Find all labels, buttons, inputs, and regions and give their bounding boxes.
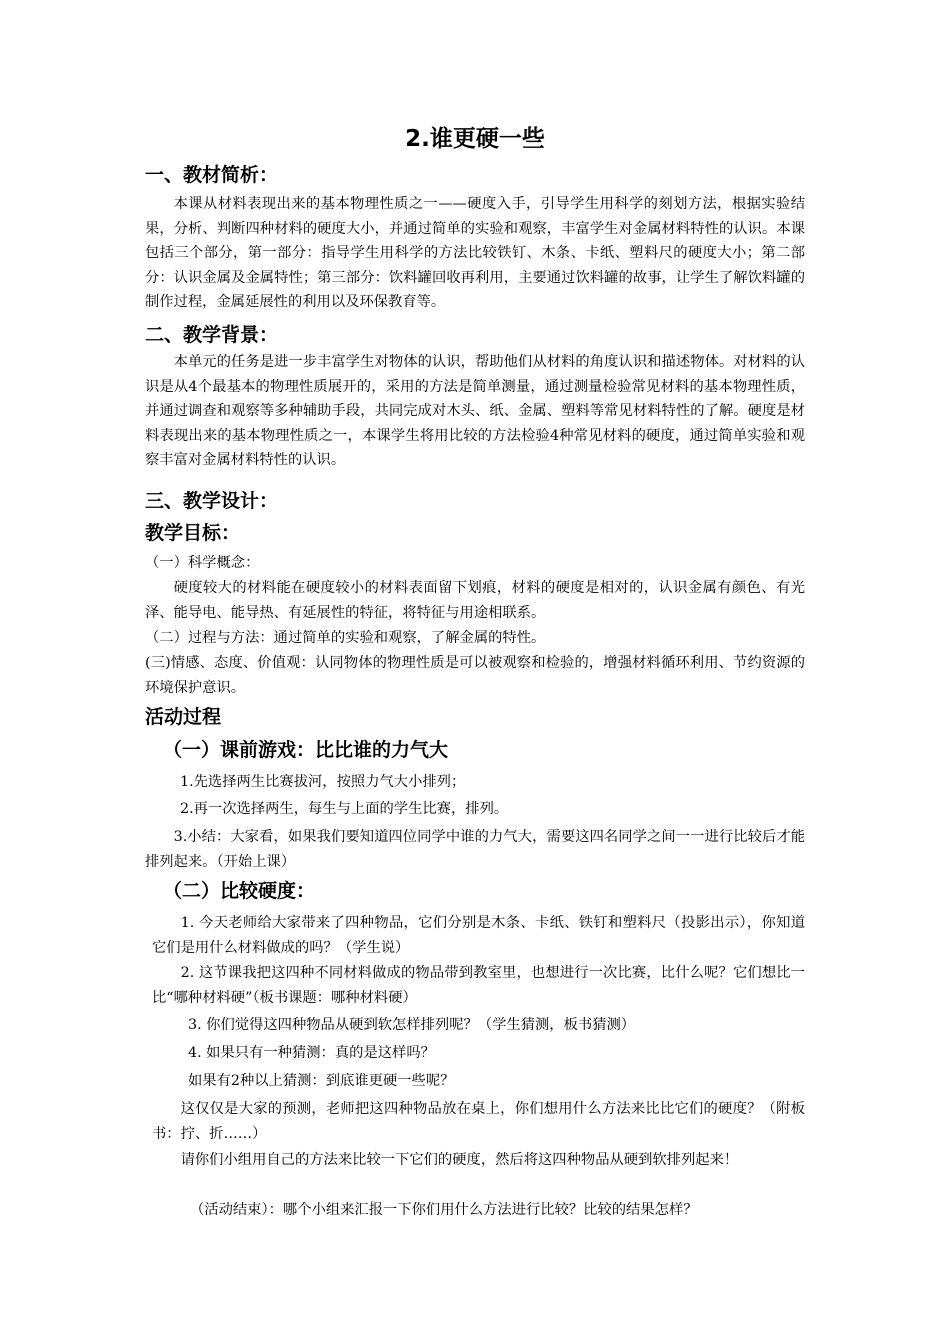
compare-hardness-heading: （二）比较硬度： — [163, 880, 316, 902]
compare-step-4b: 如果有2种以上猜测：到底谁更硬一些呢？ — [188, 1073, 455, 1089]
game-step-1: 1.先选择两生比赛拔河，按照力气大小排列； — [180, 774, 466, 790]
document-title: 2.谁更硬一些 — [405, 126, 545, 152]
goal-1-text: 硬度较大的材料能在硬度较小的材料表面留下划痕，材料的硬度是相对的，认识金属有颜色、有光泽、能导电、能导热、有延展性的特征，将特征与用途相联系。 — [145, 580, 805, 621]
section-heading-teaching-background: 二、教学背景： — [145, 324, 279, 346]
section-heading-teaching-design: 三、教学设计： — [145, 490, 279, 512]
section-heading-material-analysis: 一、教材简析： — [145, 164, 279, 186]
goal-1-label: （一）科学概念： — [145, 555, 260, 571]
compare-step-4: 4. 如果只有一种猜测：真的是这样吗？ — [188, 1045, 435, 1061]
compare-step-7: （活动结束）：哪个小组来汇报一下你们用什么方法进行比较？比较的结果怎样？ — [190, 1202, 698, 1218]
compare-step-5: 这仅仅是大家的预测，老师把这四种物品放在桌上，你们想用什么方法来比比它们的硬度？（附板书：拧、折……） — [152, 1101, 805, 1142]
teaching-goals-heading: 教学目标： — [145, 522, 241, 544]
compare-step-2: 2. 这节课我把这四种不同材料做成的物品带到教室里，也想进行一次比赛，比什么呢？它们想比一比“哪种材料硬”（板书课题：哪种材料硬） — [152, 965, 805, 1006]
goal-2-text: （二）过程与方法：通过简单的实验和观察，了解金属的特性。 — [145, 630, 546, 646]
goal-3-text: (三)情感、态度、价值观：认同物体的物理性质是可以被观察和检验的，增强材料循环利用、节约资源的环境保护意识。 — [145, 655, 805, 696]
game-step-2: 2.再一次选择两生，每生与上面的学生比赛，排列。 — [180, 801, 509, 817]
game-step-3: 3.小结：大家看，如果我们要知道四位同学中谁的力气大，需要这四名同学之间一一进行比较后才能排列起来。（开始上课） — [145, 829, 805, 870]
compare-step-6: 请你们小组用自己的方法来比较一下它们的硬度，然后将这四种物品从硬到软排列起来！ — [180, 1152, 739, 1168]
compare-step-1: 1. 今天老师给大家带来了四种物品，它们分别是木条、卡纸、铁钉和塑料尺（投影出示），你知道它们是用什么材料做成的吗？（学生说） — [152, 915, 805, 956]
activity-process-heading: 活动过程 — [145, 706, 222, 728]
teaching-background-text: 本单元的任务是进一步丰富学生对物体的认识，帮助他们从材料的角度认识和描述物体。对材料的认识是从4个最基本的物理性质展开的，采用的方法是简单测量，通过测量检验常见材料的基本物理性质，并通过调查和观察等多种辅助手段，共同完成对木头、纸、金属、塑料等常见材料特性的了解。硬度是材料表现出来的基本物理性质之一，本课学生将用比较的方法检验4种常见材料的硬度，通过简单实验和观察丰富对金属材料特性的认识。 — [145, 354, 805, 468]
compare-step-3: 3. 你们觉得这四种物品从硬到软怎样排列呢？（学生猜测，板书猜测） — [188, 1017, 636, 1033]
material-analysis-text: 本课从材料表现出来的基本物理性质之一——硬度入手，引导学生用科学的刻划方法，根据实验结果，分析、判断四种材料的硬度大小，并通过简单的实验和观察，丰富学生对金属材料特性的认识。本课包括三个部分，第一部分：指导学生用科学的方法比较铁钉、木条、卡纸、塑料尺的硬度大小；第二部分：认识金属及金属特性；第三部分：饮料罐回收再利用，主要通过饮料罐的故事，让学生了解饮料罐的制作过程，金属延展性的利用以及环保教育等。 — [145, 196, 805, 310]
pre-class-game-heading: （一）课前游戏：比比谁的力气大 — [163, 739, 449, 761]
